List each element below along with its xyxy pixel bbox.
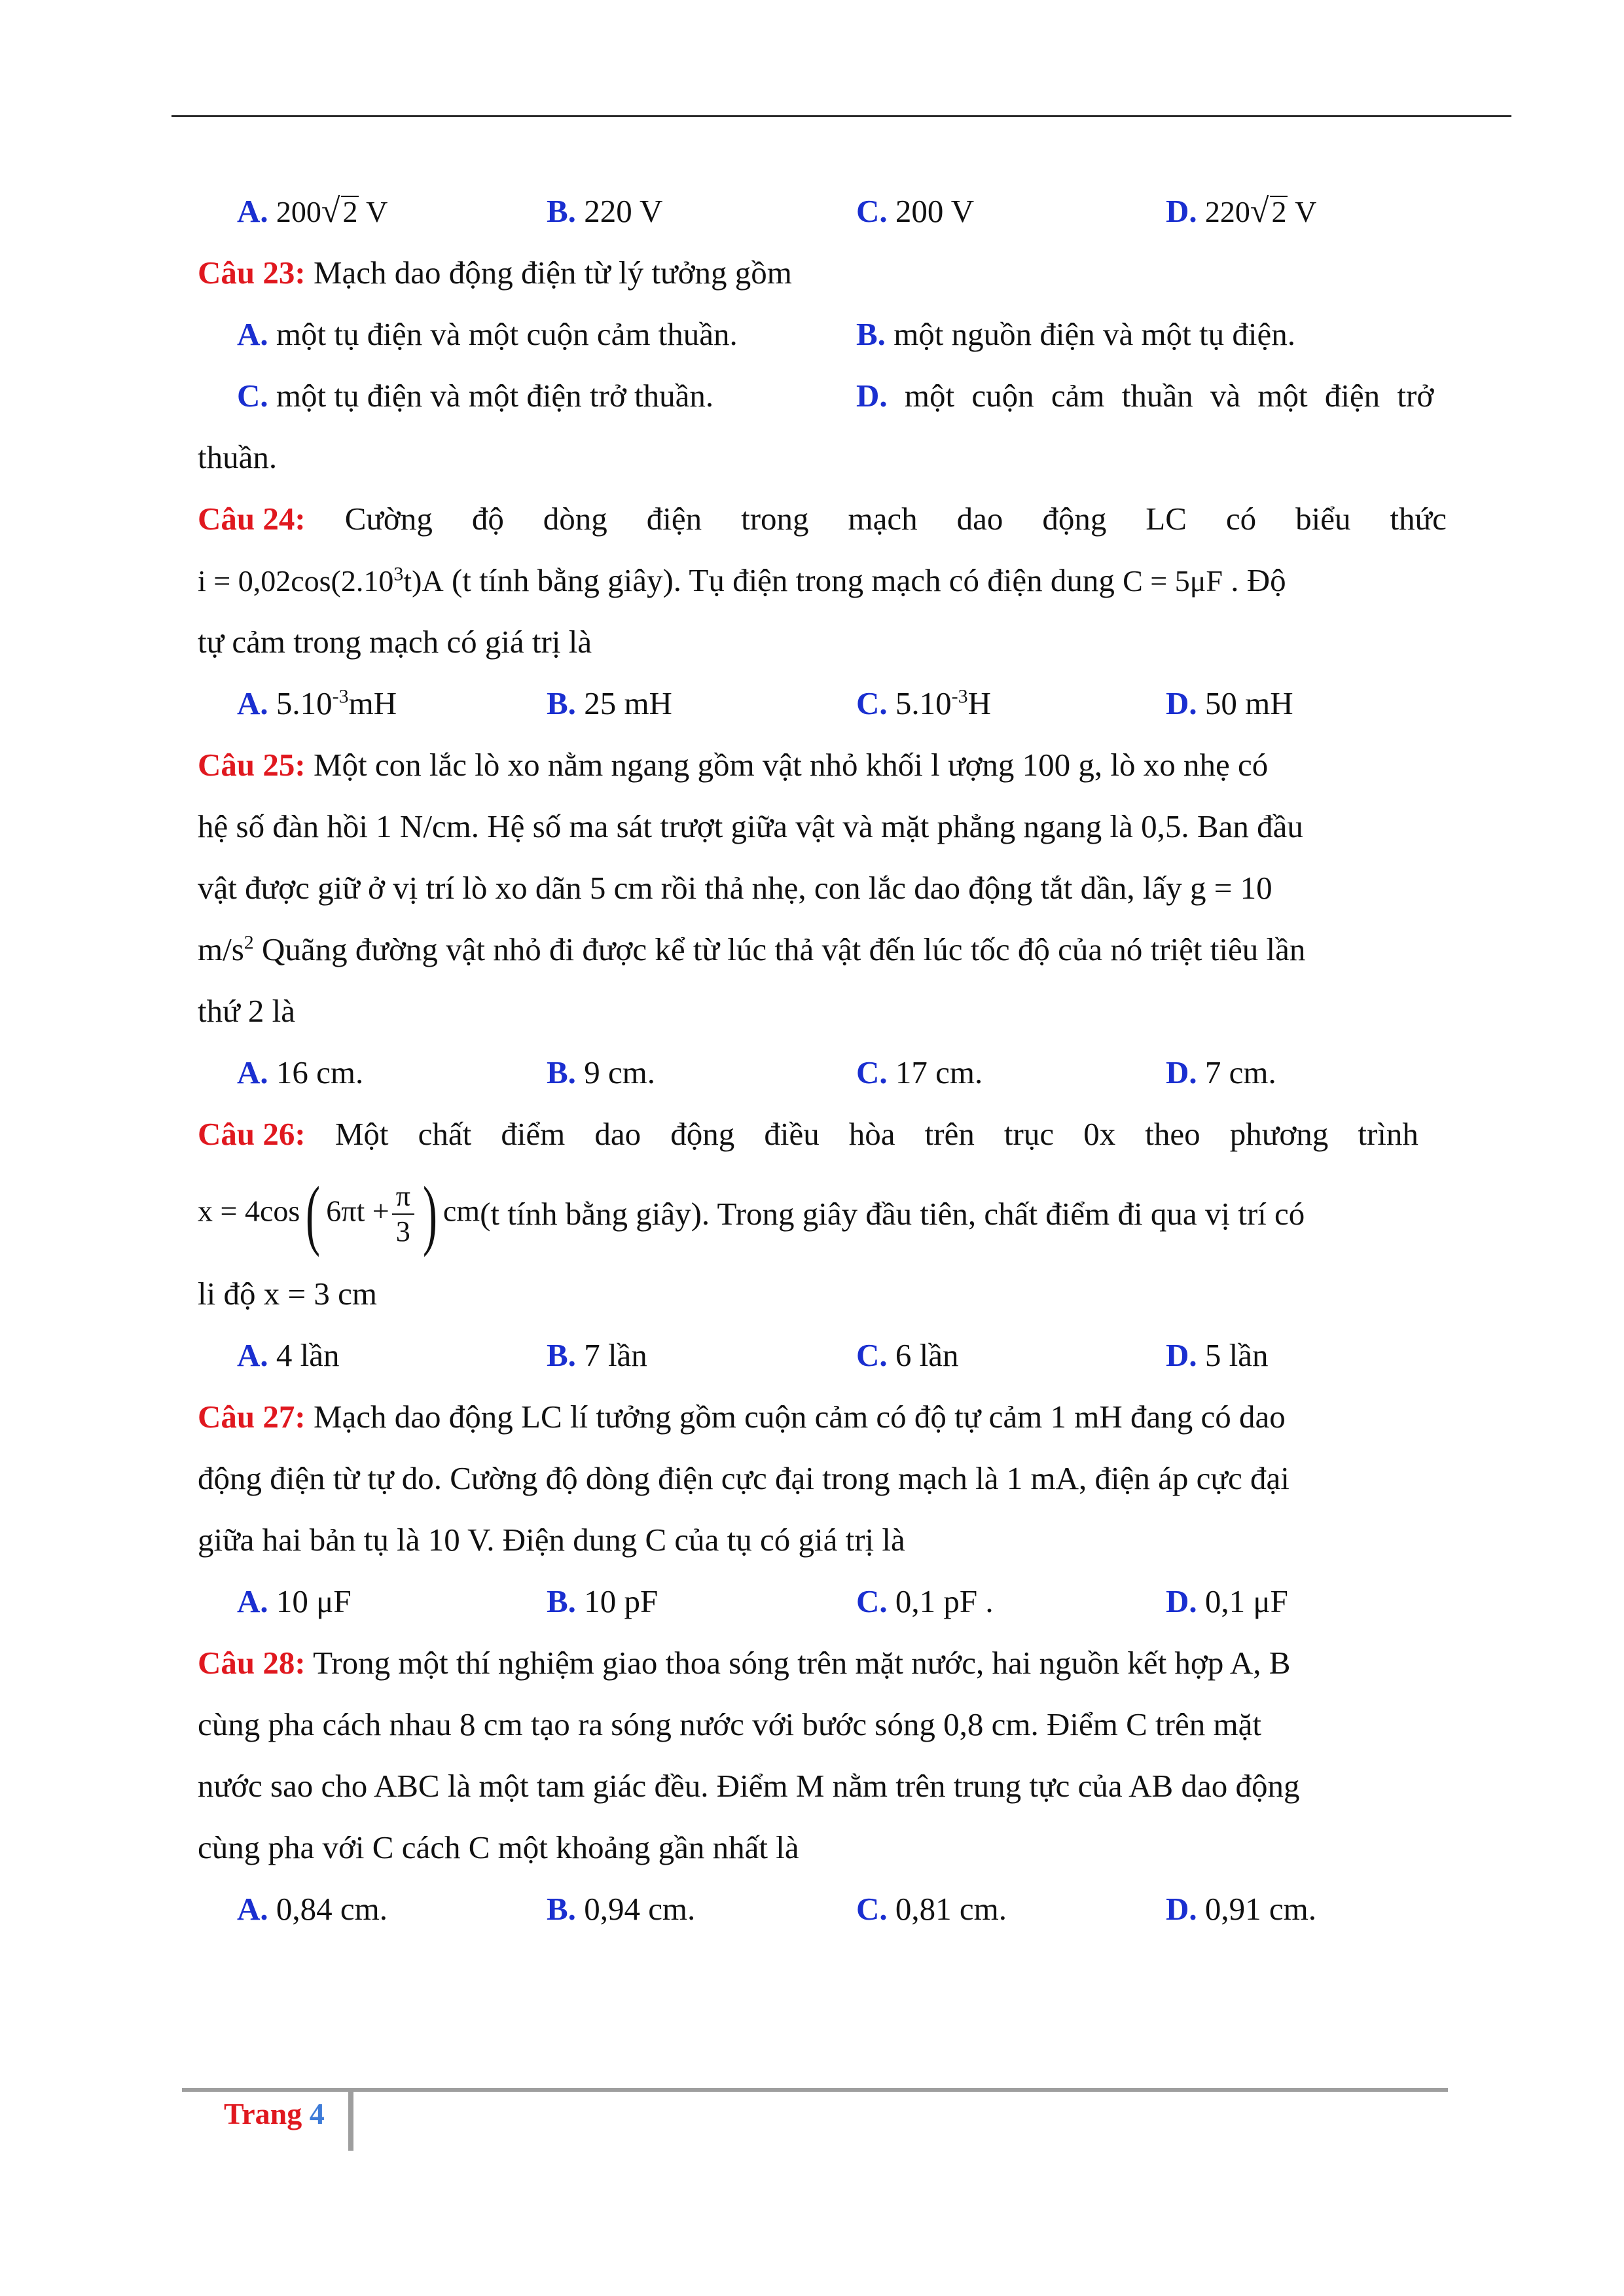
- q23-option-d: D. một cuộn cảm thuần và một điện trở: [856, 378, 1434, 414]
- q22-a-value: 200: [276, 195, 321, 228]
- q26-stem-line1: Câu 26: Một chất điểm dao động điều hòa trên trục 0x theo phương trình: [198, 1103, 1418, 1165]
- q27-options: [198, 1571, 1479, 1632]
- q22-a-radicand: 2: [342, 195, 358, 228]
- q25-stem-line3: vật được giữ ở vị trí lò xo dãn 5 cm rồi thả nhẹ, con lắc dao động tắt dần, lấy g = 10: [198, 870, 1272, 906]
- header-rule: [171, 115, 1511, 117]
- q25-option-b: B. 9 cm.: [547, 1054, 656, 1090]
- q28-option-a: A. 0,84 cm.: [237, 1891, 388, 1927]
- footer-rule: [182, 2088, 1448, 2092]
- q26-option-d: D. 5 lần: [1166, 1337, 1269, 1373]
- q27-option-d: D. 0,1 μF: [1166, 1583, 1288, 1619]
- q27-option-b: B. 10 pF: [547, 1583, 659, 1619]
- q23-stem: Câu 23: Mạch dao động điện từ lý tưởng gồm: [198, 255, 792, 291]
- question-label: Câu 28:: [198, 1645, 306, 1681]
- q22-options: [198, 181, 1479, 242]
- q24-formula: $i = 0,02\cos(2.10^3t)A$: [198, 563, 444, 598]
- question-label: Câu 23:: [198, 255, 306, 291]
- question-label: Câu 26:: [198, 1116, 306, 1152]
- left-paren-icon: (: [306, 1170, 321, 1257]
- q24-option-d: D. 50 mH: [1166, 685, 1293, 721]
- footer-divider: [348, 2088, 353, 2151]
- q27-stem-line1: Câu 27: Mạch dao động LC lí tưởng gồm cuộn cảm có độ tự cảm 1 mH đang có dao: [198, 1399, 1286, 1435]
- q26-option-c: C. 6 lần: [856, 1337, 959, 1373]
- q26-stem-line3: li độ x = 3 cm: [198, 1276, 377, 1312]
- right-paren-icon: ): [422, 1170, 437, 1257]
- q23-option-b: B. một nguồn điện và một tụ điện.: [856, 316, 1295, 352]
- q23-option-a: A. một tụ điện và một cuộn cảm thuần.: [237, 316, 738, 352]
- q24-stem-line2: $i = 0,02\cos(2.10^3t)A$ (t tính bằng giây). Tụ điện trong mạch có điện dung C = 5μF . Độ: [198, 562, 1286, 598]
- q25-options: [198, 1042, 1479, 1103]
- q27-stem-line3: giữa hai bản tụ là 10 V. Điện dung C của tụ có giá trị là: [198, 1522, 905, 1558]
- q24-stem-line1: Câu 24: Cường độ dòng điện trong mạch dao động LC có biểu thức: [198, 488, 1447, 550]
- page-number: Trang 4: [224, 2097, 325, 2130]
- q22-option-a: A. 200√2 V: [237, 192, 388, 230]
- page-content: [198, 181, 1479, 1940]
- q23-option-d-continuation: thuần.: [198, 439, 278, 475]
- question-label: Câu 27:: [198, 1399, 306, 1435]
- q24-option-a: A. $5.10^{-3}mH$: [237, 685, 397, 721]
- q25-stem-line1: Câu 25: Một con lắc lò xo nằm ngang gồm vật nhỏ khối l ượng 100 g, lò xo nhẹ có: [198, 747, 1269, 783]
- question-label: Câu 25:: [198, 747, 306, 783]
- q28-stem-line3: nước sao cho ABC là một tam giác đều. Điểm M nằm trên trung tực của AB dao động: [198, 1768, 1300, 1804]
- q27-option-c: C. 0,1 pF .: [856, 1583, 994, 1619]
- q26-options: [198, 1325, 1479, 1386]
- q23-options-cd: [198, 365, 1479, 427]
- q22-option-c: C. 200 V: [856, 193, 975, 229]
- q24-option-b: B. 25 mH: [547, 685, 672, 721]
- q25-stem-line5: thứ 2 là: [198, 993, 296, 1029]
- sqrt-sign-icon: √: [321, 192, 340, 230]
- q28-stem-line1: Câu 28: Trong một thí nghiệm giao thoa sóng trên mặt nước, hai nguồn kết hợp A, B: [198, 1645, 1291, 1681]
- q22-option-d: D. 220√2 V: [1166, 192, 1317, 230]
- q24-stem-line3: tự cảm trong mạch có giá trị là: [198, 624, 592, 660]
- q25-option-d: D. 7 cm.: [1166, 1054, 1276, 1090]
- q26-formula: x = 4cos( 6πt + $\frac{\pi}{3}$ ) cm: [198, 1170, 480, 1257]
- q24-options: [198, 673, 1479, 734]
- q25-stem-line4: $m/s^2$ Quãng đường vật nhỏ đi được kể từ lúc thả vật đến lúc tốc độ của nó triệt tiêu lần: [198, 931, 1306, 967]
- q26-option-a: A. 4 lần: [237, 1337, 340, 1373]
- q28-option-d: D. 0,91 cm.: [1166, 1891, 1317, 1927]
- q23-options-ab: [198, 304, 1479, 365]
- q28-stem-line4: cùng pha với C cách C một khoảng gần nhất là: [198, 1829, 799, 1865]
- sqrt-sign-icon: √: [1250, 192, 1269, 230]
- q24-option-c: C. $5.10^{-3}H$: [856, 685, 992, 721]
- q25-option-a: A. 16 cm.: [237, 1054, 364, 1090]
- q25-stem-line2: hệ số đàn hồi 1 N/cm. Hệ số ma sát trượt giữa vật và mặt phẳng ngang là 0,5. Ban đầu: [198, 808, 1303, 844]
- q23-option-c: C. một tụ điện và một điện trở thuần.: [237, 378, 714, 414]
- q28-options: [198, 1878, 1479, 1940]
- q28-stem-line2: cùng pha cách nhau 8 cm tạo ra sóng nước với bước sóng 0,8 cm. Điểm C trên mặt: [198, 1706, 1261, 1742]
- fraction: $\frac{\pi}{3}$: [392, 1182, 414, 1246]
- q22-option-b: B. 220 V: [547, 193, 663, 229]
- q27-option-a: A. 10 μF: [237, 1583, 352, 1619]
- q28-option-c: C. 0,81 cm.: [856, 1891, 1007, 1927]
- question-label: Câu 24:: [198, 501, 306, 537]
- q27-stem-line2: động điện từ tự do. Cường độ dòng điện cực đại trong mạch là 1 mA, điện áp cực đại: [198, 1460, 1290, 1496]
- q26-stem-line2: x = 4cos( 6πt + $\frac{\pi}{3}$ ) cm (t tính bằng giây). Trong giây đầu tiên, chất điểm đi qua vị trí có: [198, 1170, 1305, 1257]
- q26-option-b: B. 7 lần: [547, 1337, 647, 1373]
- q24-capacitance: C = 5μF: [1123, 564, 1223, 598]
- q28-option-b: B. 0,94 cm.: [547, 1891, 696, 1927]
- q25-option-c: C. 17 cm.: [856, 1054, 983, 1090]
